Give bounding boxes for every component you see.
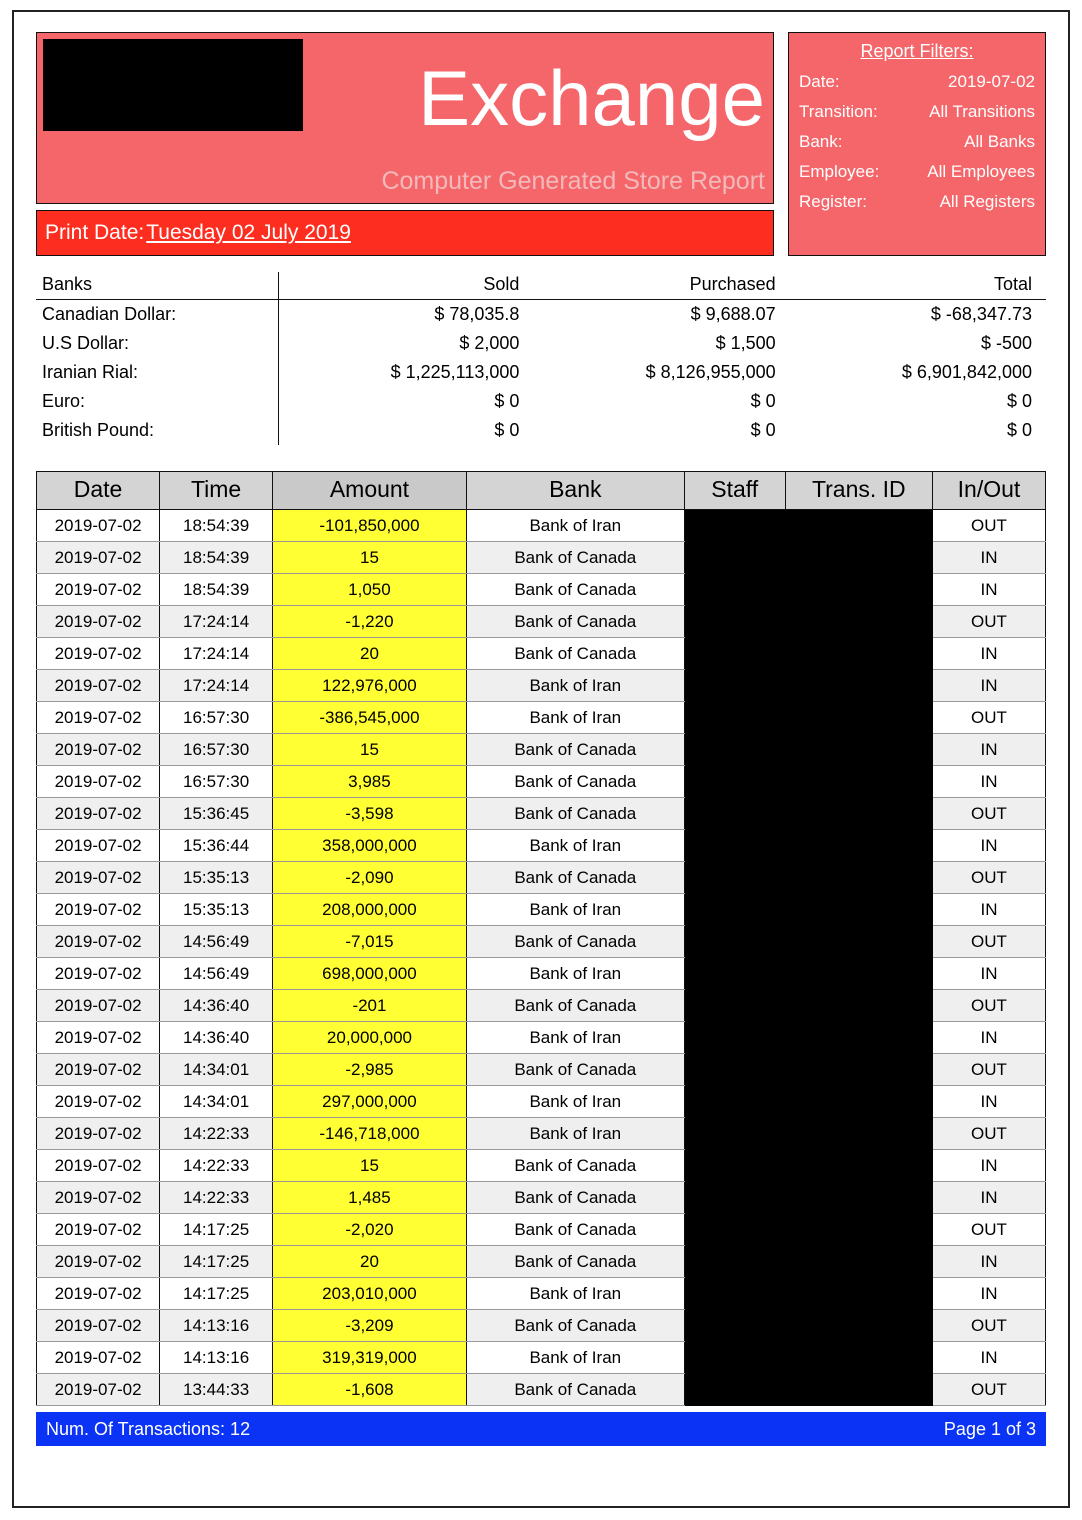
- cell-date: 2019-07-02: [37, 638, 160, 670]
- summary-row: [36, 358, 1046, 387]
- col-header-amount: Amount: [273, 472, 467, 510]
- filter-label-register: Register:: [799, 192, 868, 211]
- cell-amount: 20: [273, 638, 467, 670]
- print-date-label: Print Date:: [45, 221, 145, 244]
- cell-amount: -7,015: [273, 926, 467, 958]
- summary-currency-name: U.S Dollar:: [36, 329, 279, 358]
- cell-staff: [684, 606, 785, 638]
- summary-purchased: $ 0: [750, 391, 776, 411]
- cell-staff: [684, 1342, 785, 1374]
- summary-sold: $ 78,035.8: [434, 304, 520, 324]
- cell-bank: Bank of Canada: [466, 638, 684, 670]
- transactions-body: [37, 510, 1046, 1406]
- banks-summary-table: [36, 272, 1046, 445]
- cell-date: 2019-07-02: [37, 1374, 160, 1406]
- cell-staff: [684, 1150, 785, 1182]
- transaction-count: Num. Of Transactions: 12: [46, 1418, 251, 1439]
- cell-trans-id: [785, 1022, 932, 1054]
- cell-inout: OUT: [932, 990, 1045, 1022]
- cell-amount: 319,319,000: [273, 1342, 467, 1374]
- cell-bank: Bank of Canada: [466, 766, 684, 798]
- cell-amount: 1,050: [273, 574, 467, 606]
- cell-amount: -386,545,000: [273, 702, 467, 734]
- cell-inout: IN: [932, 830, 1045, 862]
- cell-bank: Bank of Canada: [466, 574, 684, 606]
- cell-trans-id: [785, 1310, 932, 1342]
- cell-bank: Bank of Canada: [466, 926, 684, 958]
- cell-inout: IN: [932, 958, 1045, 990]
- filter-row-date: [799, 72, 1035, 92]
- cell-amount: 297,000,000: [273, 1086, 467, 1118]
- company-logo-redacted: [43, 39, 303, 131]
- cell-time: 18:54:39: [160, 510, 273, 542]
- cell-trans-id: [785, 574, 932, 606]
- cell-staff: [684, 510, 785, 542]
- cell-staff: [684, 670, 785, 702]
- filter-value-register: All Registers: [939, 192, 1035, 211]
- cell-time: 15:36:45: [160, 798, 273, 830]
- cell-trans-id: [785, 1374, 932, 1406]
- summary-row: [36, 329, 1046, 358]
- col-header-trans-id: Trans. ID: [785, 472, 932, 510]
- cell-inout: IN: [932, 1086, 1045, 1118]
- cell-inout: OUT: [932, 1214, 1045, 1246]
- col-header-staff: Staff: [684, 472, 785, 510]
- table-row[interactable]: [37, 510, 1046, 542]
- table-row[interactable]: [37, 1054, 1046, 1086]
- cell-amount: 15: [273, 542, 467, 574]
- cell-staff: [684, 1054, 785, 1086]
- table-row[interactable]: [37, 1022, 1046, 1054]
- cell-staff: [684, 894, 785, 926]
- cell-staff: [684, 1182, 785, 1214]
- cell-date: 2019-07-02: [37, 574, 160, 606]
- cell-time: 15:35:13: [160, 862, 273, 894]
- cell-staff: [684, 958, 785, 990]
- cell-staff: [684, 766, 785, 798]
- cell-inout: IN: [932, 1342, 1045, 1374]
- cell-date: 2019-07-02: [37, 1118, 160, 1150]
- cell-trans-id: [785, 1214, 932, 1246]
- table-row[interactable]: [37, 830, 1046, 862]
- print-date-band: [36, 210, 774, 256]
- cell-bank: Bank of Canada: [466, 1246, 684, 1278]
- cell-date: 2019-07-02: [37, 702, 160, 734]
- cell-time: 18:54:39: [160, 574, 273, 606]
- report-header: [36, 32, 1046, 256]
- table-row[interactable]: [37, 1278, 1046, 1310]
- cell-date: 2019-07-02: [37, 894, 160, 926]
- cell-inout: IN: [932, 1246, 1045, 1278]
- table-row[interactable]: [37, 606, 1046, 638]
- cell-bank: Bank of Canada: [466, 734, 684, 766]
- table-row[interactable]: [37, 1182, 1046, 1214]
- cell-bank: Bank of Iran: [466, 830, 684, 862]
- cell-trans-id: [785, 542, 932, 574]
- table-row[interactable]: [37, 958, 1046, 990]
- cell-amount: -2,985: [273, 1054, 467, 1086]
- page-title: Exchange: [418, 54, 765, 142]
- summary-row: [36, 387, 1046, 416]
- table-row[interactable]: [37, 670, 1046, 702]
- filter-row-register: [799, 192, 1035, 212]
- table-row[interactable]: [37, 574, 1046, 606]
- summary-total: $ -500: [980, 333, 1032, 353]
- cell-date: 2019-07-02: [37, 1150, 160, 1182]
- table-row[interactable]: [37, 926, 1046, 958]
- title-band: [36, 32, 774, 204]
- cell-trans-id: [785, 766, 932, 798]
- summary-col-total: Total: [790, 272, 1046, 300]
- cell-amount: 122,976,000: [273, 670, 467, 702]
- cell-bank: Bank of Iran: [466, 670, 684, 702]
- cell-time: 14:22:33: [160, 1150, 273, 1182]
- cell-bank: Bank of Iran: [466, 1022, 684, 1054]
- filter-label-date: Date:: [799, 72, 840, 91]
- report-filters-panel: [788, 32, 1046, 256]
- cell-trans-id: [785, 1182, 932, 1214]
- cell-amount: 20: [273, 1246, 467, 1278]
- page-number: Page 1 of 3: [943, 1418, 1036, 1439]
- cell-time: 14:17:25: [160, 1246, 273, 1278]
- table-row[interactable]: [37, 702, 1046, 734]
- cell-staff: [684, 1246, 785, 1278]
- cell-amount: -1,220: [273, 606, 467, 638]
- cell-trans-id: [785, 1054, 932, 1086]
- cell-bank: Bank of Iran: [466, 702, 684, 734]
- cell-trans-id: [785, 1246, 932, 1278]
- cell-date: 2019-07-02: [37, 1022, 160, 1054]
- cell-date: 2019-07-02: [37, 1182, 160, 1214]
- cell-inout: IN: [932, 1182, 1045, 1214]
- filter-label-bank: Bank:: [799, 132, 843, 151]
- cell-time: 14:56:49: [160, 926, 273, 958]
- table-row[interactable]: [37, 1342, 1046, 1374]
- cell-staff: [684, 702, 785, 734]
- cell-date: 2019-07-02: [37, 670, 160, 702]
- cell-date: 2019-07-02: [37, 510, 160, 542]
- cell-inout: OUT: [932, 1054, 1045, 1086]
- filter-row-bank: [799, 132, 1035, 152]
- summary-row: [36, 416, 1046, 445]
- cell-date: 2019-07-02: [37, 1278, 160, 1310]
- cell-inout: OUT: [932, 1310, 1045, 1342]
- cell-date: 2019-07-02: [37, 766, 160, 798]
- summary-total: $ 0: [1006, 391, 1032, 411]
- cell-date: 2019-07-02: [37, 1342, 160, 1374]
- report-filters-title: Report Filters:: [860, 41, 974, 61]
- summary-col-banks: Banks: [36, 272, 279, 300]
- cell-staff: [684, 734, 785, 766]
- cell-inout: OUT: [932, 702, 1045, 734]
- cell-amount: -2,090: [273, 862, 467, 894]
- cell-amount: -1,608: [273, 1374, 467, 1406]
- cell-staff: [684, 1086, 785, 1118]
- cell-date: 2019-07-02: [37, 958, 160, 990]
- cell-inout: IN: [932, 734, 1045, 766]
- table-row[interactable]: [37, 1214, 1046, 1246]
- header-left: [36, 32, 774, 256]
- cell-staff: [684, 1374, 785, 1406]
- filter-label-employee: Employee:: [799, 162, 880, 181]
- cell-trans-id: [785, 606, 932, 638]
- cell-trans-id: [785, 830, 932, 862]
- cell-time: 16:57:30: [160, 766, 273, 798]
- cell-staff: [684, 574, 785, 606]
- filter-value-date: 2019-07-02: [948, 72, 1035, 91]
- summary-currency-name: British Pound:: [36, 416, 279, 445]
- filter-value-bank: All Banks: [964, 132, 1035, 151]
- table-row[interactable]: [37, 1310, 1046, 1342]
- cell-date: 2019-07-02: [37, 830, 160, 862]
- cell-bank: Bank of Iran: [466, 1342, 684, 1374]
- cell-trans-id: [785, 702, 932, 734]
- cell-bank: Bank of Canada: [466, 1150, 684, 1182]
- cell-trans-id: [785, 926, 932, 958]
- cell-time: 14:56:49: [160, 958, 273, 990]
- cell-staff: [684, 990, 785, 1022]
- cell-bank: Bank of Iran: [466, 958, 684, 990]
- cell-date: 2019-07-02: [37, 798, 160, 830]
- cell-bank: Bank of Iran: [466, 1118, 684, 1150]
- summary-sold: $ 0: [494, 420, 520, 440]
- summary-purchased: $ 8,126,955,000: [645, 362, 776, 382]
- cell-trans-id: [785, 1342, 932, 1374]
- cell-bank: Bank of Canada: [466, 990, 684, 1022]
- cell-inout: IN: [932, 1278, 1045, 1310]
- col-header-time: Time: [160, 472, 273, 510]
- table-row[interactable]: [37, 766, 1046, 798]
- report-subtitle: Computer Generated Store Report: [381, 167, 765, 195]
- cell-inout: OUT: [932, 510, 1045, 542]
- cell-time: 14:22:33: [160, 1182, 273, 1214]
- summary-purchased: $ 9,688.07: [690, 304, 776, 324]
- summary-col-sold: Sold: [279, 272, 534, 300]
- cell-inout: IN: [932, 670, 1045, 702]
- cell-inout: IN: [932, 574, 1045, 606]
- cell-time: 14:36:40: [160, 990, 273, 1022]
- cell-bank: Bank of Canada: [466, 1182, 684, 1214]
- cell-amount: -2,020: [273, 1214, 467, 1246]
- cell-trans-id: [785, 510, 932, 542]
- cell-time: 17:24:14: [160, 670, 273, 702]
- cell-time: 16:57:30: [160, 702, 273, 734]
- cell-bank: Bank of Canada: [466, 1214, 684, 1246]
- cell-trans-id: [785, 638, 932, 670]
- cell-amount: -146,718,000: [273, 1118, 467, 1150]
- cell-date: 2019-07-02: [37, 990, 160, 1022]
- cell-staff: [684, 542, 785, 574]
- cell-amount: -201: [273, 990, 467, 1022]
- summary-sold: $ 2,000: [459, 333, 520, 353]
- cell-staff: [684, 830, 785, 862]
- cell-bank: Bank of Canada: [466, 1310, 684, 1342]
- cell-time: 18:54:39: [160, 542, 273, 574]
- cell-time: 14:17:25: [160, 1214, 273, 1246]
- cell-inout: OUT: [932, 862, 1045, 894]
- cell-staff: [684, 926, 785, 958]
- cell-bank: Bank of Iran: [466, 1086, 684, 1118]
- cell-trans-id: [785, 798, 932, 830]
- cell-time: 13:44:33: [160, 1374, 273, 1406]
- cell-bank: Bank of Canada: [466, 1374, 684, 1406]
- summary-total: $ 6,901,842,000: [901, 362, 1032, 382]
- cell-date: 2019-07-02: [37, 1246, 160, 1278]
- report-sheet: [12, 10, 1070, 1508]
- cell-time: 14:22:33: [160, 1118, 273, 1150]
- cell-bank: Bank of Iran: [466, 1278, 684, 1310]
- cell-trans-id: [785, 670, 932, 702]
- cell-amount: 3,985: [273, 766, 467, 798]
- cell-trans-id: [785, 894, 932, 926]
- filter-row-employee: [799, 162, 1035, 182]
- cell-date: 2019-07-02: [37, 542, 160, 574]
- cell-amount: -3,209: [273, 1310, 467, 1342]
- cell-inout: OUT: [932, 1374, 1045, 1406]
- cell-inout: IN: [932, 894, 1045, 926]
- cell-inout: IN: [932, 766, 1045, 798]
- cell-bank: Bank of Canada: [466, 606, 684, 638]
- banks-summary: [36, 272, 1046, 445]
- cell-inout: OUT: [932, 798, 1045, 830]
- cell-trans-id: [785, 862, 932, 894]
- cell-inout: IN: [932, 1150, 1045, 1182]
- table-row[interactable]: [37, 1246, 1046, 1278]
- cell-trans-id: [785, 1118, 932, 1150]
- cell-staff: [684, 638, 785, 670]
- cell-amount: 698,000,000: [273, 958, 467, 990]
- cell-date: 2019-07-02: [37, 734, 160, 766]
- cell-date: 2019-07-02: [37, 1086, 160, 1118]
- cell-staff: [684, 798, 785, 830]
- cell-time: 14:34:01: [160, 1054, 273, 1086]
- cell-bank: Bank of Canada: [466, 862, 684, 894]
- cell-trans-id: [785, 990, 932, 1022]
- transactions-table: [36, 471, 1046, 1406]
- cell-trans-id: [785, 1278, 932, 1310]
- cell-bank: Bank of Iran: [466, 510, 684, 542]
- cell-time: 14:17:25: [160, 1278, 273, 1310]
- table-row[interactable]: [37, 798, 1046, 830]
- transactions-header-row: [37, 472, 1046, 510]
- cell-inout: OUT: [932, 1118, 1045, 1150]
- summary-purchased: $ 0: [750, 420, 776, 440]
- cell-inout: IN: [932, 1022, 1045, 1054]
- cell-staff: [684, 1278, 785, 1310]
- cell-staff: [684, 862, 785, 894]
- cell-inout: IN: [932, 542, 1045, 574]
- table-row[interactable]: [37, 1374, 1046, 1406]
- col-header-inout: In/Out: [932, 472, 1045, 510]
- filter-value-employee: All Employees: [927, 162, 1035, 181]
- cell-date: 2019-07-02: [37, 1310, 160, 1342]
- cell-time: 14:13:16: [160, 1342, 273, 1374]
- cell-bank: Bank of Canada: [466, 798, 684, 830]
- transactions-section: [36, 471, 1046, 1406]
- cell-time: 17:24:14: [160, 606, 273, 638]
- cell-date: 2019-07-02: [37, 862, 160, 894]
- report-footer: [36, 1412, 1046, 1446]
- cell-amount: -3,598: [273, 798, 467, 830]
- cell-inout: OUT: [932, 926, 1045, 958]
- table-row[interactable]: [37, 1086, 1046, 1118]
- cell-amount: 20,000,000: [273, 1022, 467, 1054]
- cell-bank: Bank of Iran: [466, 894, 684, 926]
- cell-amount: 15: [273, 1150, 467, 1182]
- cell-trans-id: [785, 734, 932, 766]
- cell-date: 2019-07-02: [37, 606, 160, 638]
- cell-date: 2019-07-02: [37, 1214, 160, 1246]
- summary-sold: $ 1,225,113,000: [390, 362, 520, 382]
- cell-time: 15:35:13: [160, 894, 273, 926]
- filter-label-transition: Transition:: [799, 102, 878, 121]
- summary-total: $ 0: [1006, 420, 1032, 440]
- table-row[interactable]: [37, 862, 1046, 894]
- cell-staff: [684, 1022, 785, 1054]
- filter-row-transition: [799, 102, 1035, 122]
- cell-amount: 203,010,000: [273, 1278, 467, 1310]
- summary-header-row: [36, 272, 1046, 300]
- cell-amount: 358,000,000: [273, 830, 467, 862]
- table-row[interactable]: [37, 638, 1046, 670]
- table-row[interactable]: [37, 990, 1046, 1022]
- cell-trans-id: [785, 958, 932, 990]
- table-row[interactable]: [37, 542, 1046, 574]
- table-row[interactable]: [37, 894, 1046, 926]
- cell-time: 14:34:01: [160, 1086, 273, 1118]
- table-row[interactable]: [37, 1118, 1046, 1150]
- cell-date: 2019-07-02: [37, 1054, 160, 1086]
- cell-staff: [684, 1214, 785, 1246]
- col-header-date: Date: [37, 472, 160, 510]
- summary-currency-name: Euro:: [36, 387, 279, 416]
- cell-amount: 1,485: [273, 1182, 467, 1214]
- cell-bank: Bank of Canada: [466, 1054, 684, 1086]
- summary-currency-name: Canadian Dollar:: [36, 300, 279, 330]
- cell-amount: 208,000,000: [273, 894, 467, 926]
- cell-bank: Bank of Canada: [466, 542, 684, 574]
- cell-staff: [684, 1310, 785, 1342]
- print-date-value: Tuesday 02 July 2019: [146, 221, 351, 244]
- filter-value-transition: All Transitions: [929, 102, 1035, 121]
- cell-time: 14:36:40: [160, 1022, 273, 1054]
- summary-total: $ -68,347.73: [930, 304, 1032, 324]
- summary-sold: $ 0: [494, 391, 520, 411]
- summary-purchased: $ 1,500: [715, 333, 776, 353]
- cell-staff: [684, 1118, 785, 1150]
- cell-time: 14:13:16: [160, 1310, 273, 1342]
- col-header-bank: Bank: [466, 472, 684, 510]
- summary-currency-name: Iranian Rial:: [36, 358, 279, 387]
- summary-row: [36, 300, 1046, 330]
- cell-trans-id: [785, 1086, 932, 1118]
- cell-time: 17:24:14: [160, 638, 273, 670]
- cell-date: 2019-07-02: [37, 926, 160, 958]
- cell-trans-id: [785, 1150, 932, 1182]
- cell-amount: 15: [273, 734, 467, 766]
- summary-col-purchased: Purchased: [533, 272, 789, 300]
- cell-amount: -101,850,000: [273, 510, 467, 542]
- cell-time: 16:57:30: [160, 734, 273, 766]
- table-row[interactable]: [37, 1150, 1046, 1182]
- cell-inout: IN: [932, 638, 1045, 670]
- table-row[interactable]: [37, 734, 1046, 766]
- cell-inout: OUT: [932, 606, 1045, 638]
- cell-time: 15:36:44: [160, 830, 273, 862]
